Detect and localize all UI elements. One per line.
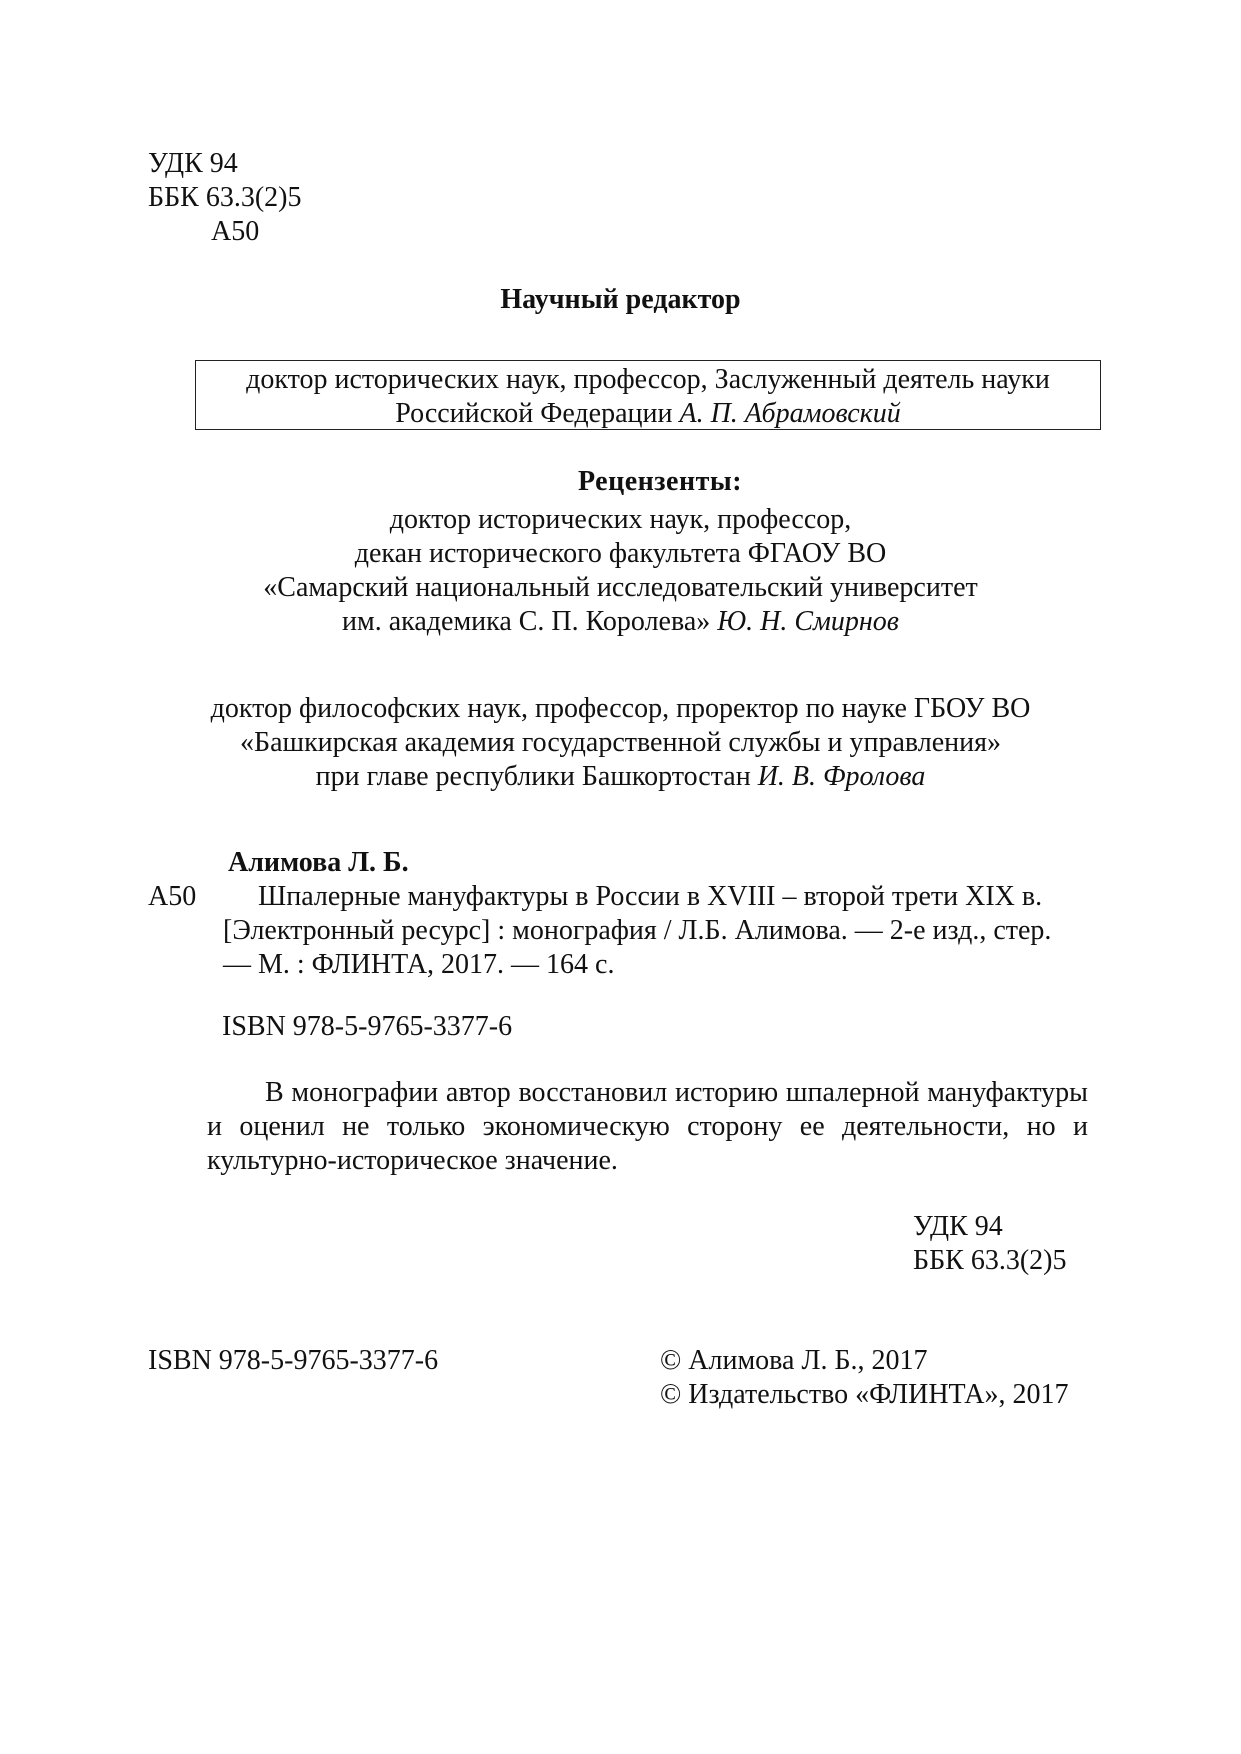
editor-name: А. П. Абрамовский (679, 398, 901, 429)
footer-isbn: ISBN 978-5-9765-3377-6 (148, 1345, 439, 1376)
classification-codes-right (913, 1210, 1066, 1278)
reviewer-second-name: И. В. Фролова (757, 761, 926, 792)
scientific-editor-box (195, 360, 1101, 430)
bbk-code: ББК 63.3(2)5 (148, 182, 302, 213)
reviewers-heading: Рецензенты: (577, 466, 743, 497)
copyright-block (660, 1344, 1068, 1412)
reviewer-first-org: «Самарский национальный исследовательский университет (263, 572, 978, 603)
catalog-entry-description (223, 880, 1051, 982)
reviewer-first-position: декан исторического факультета ФГАОУ ВО (354, 538, 887, 569)
author-sign: А50 (211, 216, 260, 247)
isbn-entry: ISBN 978-5-9765-3377-6 (222, 1011, 513, 1042)
reviewer-first-name: Ю. Н. Смирнов (717, 606, 899, 637)
reviewer-first-name-line: им. академика С. П. Королева» Ю. Н. Смирнов (342, 606, 899, 637)
reviewer-second-degree: доктор философских наук, профессор, проректор по науке ГБОУ ВО (210, 693, 1031, 724)
entry-imprint-line: — М. : ФЛИНТА, 2017. — 164 с. (223, 949, 615, 980)
udk-code-right: УДК 94 (913, 1211, 1003, 1242)
classification-codes (148, 147, 301, 249)
abstract-paragraph: В монографии автор восстановил историю шпалерной мануфактуры и оценил не только экономическую сторону ее деятельности, но и культурно-историческое значение. (207, 1077, 1088, 1176)
reviewer-first (0, 503, 1241, 639)
entry-resource-line: [Электронный ресурс] : монография / Л.Б. Алимова. — 2-е изд., стер. (223, 915, 1052, 946)
copyright-publisher: © Издательство «ФЛИНТА», 2017 (660, 1379, 1069, 1410)
copyright-author: © Алимова Л. Б., 2017 (660, 1345, 928, 1376)
reviewer-first-degree: доктор исторических наук, профессор, (389, 504, 852, 535)
entry-title-line: Шпалерные мануфактуры в России в XVIII – второй трети XIX в. (258, 881, 1043, 912)
catalog-entry-code: А50 (148, 881, 197, 912)
bbk-code-right: ББК 63.3(2)5 (913, 1245, 1067, 1276)
editor-name-line: Российской Федерации А. П. Абрамовский (395, 398, 901, 429)
editor-credentials: доктор исторических наук, профессор, Заслуженный деятель науки (246, 364, 1050, 395)
scientific-editor-heading: Научный редактор (500, 284, 741, 315)
catalog-entry-author: Алимова Л. Б. (228, 847, 409, 878)
reviewer-second-name-line: при главе республики Башкортостан И. В. Фролова (315, 761, 926, 792)
udk-code: УДК 94 (148, 148, 238, 179)
reviewer-second-org: «Башкирская академия государственной службы и управления» (240, 727, 1001, 758)
reviewer-second (0, 692, 1241, 794)
